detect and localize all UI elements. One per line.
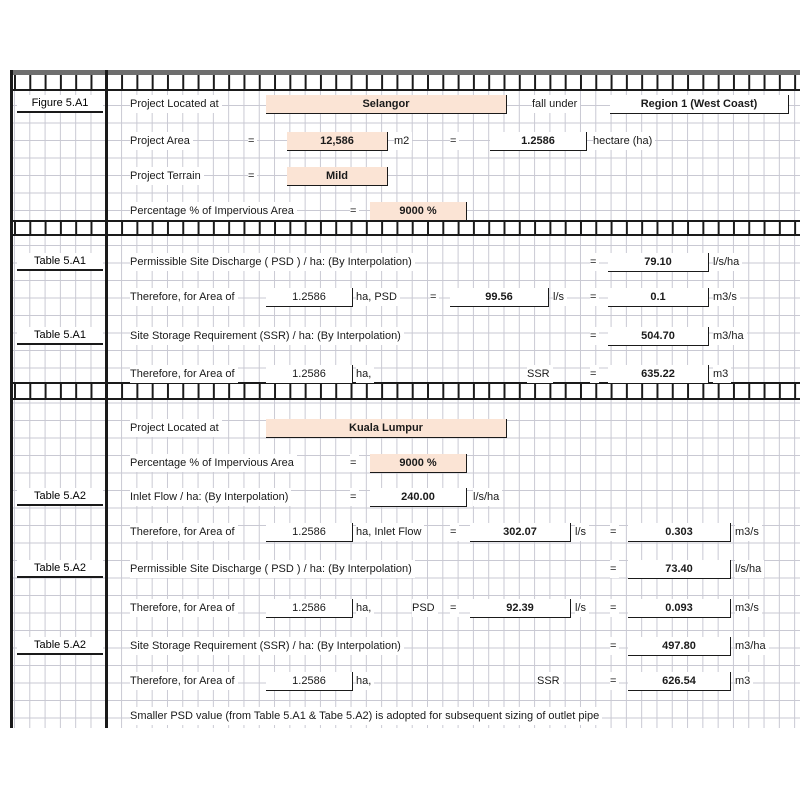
unit-m3: m3	[735, 672, 753, 690]
area-ha-value[interactable]: 1.2586	[490, 132, 587, 151]
project-located-label: Project Located at	[130, 95, 222, 113]
grid-band-divider-2	[10, 382, 800, 400]
unit-lsha: l/s/ha	[735, 560, 764, 578]
ssr-m3-value[interactable]: 635.22	[608, 365, 709, 384]
therefore-label: Therefore, for Area of	[130, 365, 238, 383]
impervious-input[interactable]: 9000 %	[370, 454, 467, 473]
ref-table-5a2: Table 5.A2	[17, 488, 103, 506]
psd-m3s-value[interactable]: 0.1	[608, 288, 709, 307]
equals-sign: =	[450, 132, 459, 150]
ref-table-5a1: Table 5.A1	[17, 253, 103, 271]
unit-lsha: l/s/ha	[473, 488, 502, 506]
project-located-label: Project Located at	[130, 419, 222, 437]
psd-ls-value[interactable]: 92.39	[470, 599, 571, 618]
therefore-label: Therefore, for Area of	[130, 599, 238, 617]
equals-sign: =	[610, 523, 619, 541]
equals-sign: =	[610, 672, 619, 690]
terrain-input[interactable]: Mild	[287, 167, 388, 186]
grid-band-divider-1	[10, 220, 800, 236]
equals-sign: =	[590, 288, 599, 306]
therefore-label: Therefore, for Area of	[130, 288, 238, 306]
ref-table-5a1: Table 5.A1	[17, 327, 103, 345]
unit-hectare: hectare (ha)	[593, 132, 655, 150]
ssr-label: Site Storage Requirement (SSR) / ha: (By Interpolation)	[130, 637, 404, 655]
terrain-label: Project Terrain	[130, 167, 204, 185]
area-ha-value[interactable]: 1.2586	[266, 523, 353, 542]
impervious-label: Percentage % of Impervious Area	[130, 454, 297, 472]
ssr-m3-value[interactable]: 626.54	[628, 672, 731, 691]
therefore-label: Therefore, for Area of	[130, 523, 238, 541]
inlet-per-ha-value[interactable]: 240.00	[370, 488, 467, 507]
inlet-m3s-value[interactable]: 0.303	[628, 523, 731, 542]
ssr-short-label: SSR	[537, 672, 563, 690]
project-area-label: Project Area	[130, 132, 193, 150]
equals-sign: =	[610, 599, 619, 617]
equals-sign: =	[590, 253, 599, 271]
column-line-a	[10, 70, 13, 728]
equals-sign: =	[350, 202, 359, 220]
unit-m2: m2	[394, 132, 412, 150]
unit-lsha: l/s/ha	[713, 253, 742, 271]
ssr-per-ha-value[interactable]: 504.70	[608, 327, 709, 346]
spreadsheet-grid[interactable]	[10, 70, 800, 728]
equals-sign: =	[610, 560, 619, 578]
equals-sign: =	[610, 637, 619, 655]
adoption-note: Smaller PSD value (from Table 5.A1 & Tabe 5.A2) is adopted for subsequent sizing of outlet pipe	[130, 707, 602, 725]
inlet-ls-value[interactable]: 302.07	[470, 523, 571, 542]
psd-ls-value[interactable]: 99.56	[450, 288, 549, 307]
ref-table-5a2: Table 5.A2	[17, 560, 103, 578]
page-blank-area	[0, 728, 800, 800]
location-input[interactable]: Selangor	[266, 95, 507, 114]
unit-m3s: m3/s	[713, 288, 740, 306]
location-input[interactable]: Kuala Lumpur	[266, 419, 507, 438]
unit-ls: l/s	[553, 288, 567, 306]
unit-ls: l/s	[575, 599, 589, 617]
equals-sign: =	[350, 454, 359, 472]
equals-sign: =	[350, 488, 359, 506]
psd-m3s-value[interactable]: 0.093	[628, 599, 731, 618]
fall-under-label: fall under	[532, 95, 580, 113]
psd-label: Permissible Site Discharge ( PSD ) / ha: (By Interpolation)	[130, 253, 415, 271]
area-ha-value[interactable]: 1.2586	[266, 365, 353, 384]
ha-inlet-label: ha, Inlet Flow	[356, 523, 424, 541]
area-ha-value[interactable]: 1.2586	[266, 672, 353, 691]
therefore-label: Therefore, for Area of	[130, 672, 238, 690]
ssr-per-ha-value[interactable]: 497.80	[628, 637, 731, 656]
inlet-flow-label: Inlet Flow / ha: (By Interpolation)	[130, 488, 291, 506]
ssr-short-label: SSR	[527, 365, 553, 383]
equals-sign: =	[248, 167, 257, 185]
ref-table-5a2: Table 5.A2	[17, 637, 103, 655]
ha-label: ha,	[356, 672, 374, 690]
ha-label: ha,	[356, 365, 374, 383]
impervious-input[interactable]: 9000 %	[370, 202, 467, 221]
unit-m3s: m3/s	[735, 599, 762, 617]
unit-m3ha: m3/ha	[735, 637, 769, 655]
ref-figure-5a1: Figure 5.A1	[17, 95, 103, 113]
unit-m3: m3	[713, 365, 731, 383]
psd-per-ha-value[interactable]: 73.40	[628, 560, 731, 579]
ha-psd-label: ha, PSD	[356, 288, 400, 306]
equals-sign: =	[430, 288, 439, 306]
psd-short-label: PSD	[412, 599, 438, 617]
grid-band-header	[10, 75, 800, 91]
area-ha-value[interactable]: 1.2586	[266, 599, 353, 618]
unit-ls: l/s	[575, 523, 589, 541]
region-value[interactable]: Region 1 (West Coast)	[610, 95, 789, 114]
column-line-b	[105, 70, 108, 728]
equals-sign: =	[590, 327, 599, 345]
ssr-label: Site Storage Requirement (SSR) / ha: (By Interpolation)	[130, 327, 404, 345]
equals-sign: =	[450, 599, 459, 617]
equals-sign: =	[450, 523, 459, 541]
equals-sign: =	[590, 365, 599, 383]
psd-per-ha-value[interactable]: 79.10	[608, 253, 709, 272]
impervious-label: Percentage % of Impervious Area	[130, 202, 297, 220]
area-m2-input[interactable]: 12,586	[287, 132, 388, 151]
area-ha-value[interactable]: 1.2586	[266, 288, 353, 307]
psd-label: Permissible Site Discharge ( PSD ) / ha: (By Interpolation)	[130, 560, 415, 578]
unit-m3ha: m3/ha	[713, 327, 747, 345]
ha-label: ha,	[356, 599, 374, 617]
unit-m3s: m3/s	[735, 523, 762, 541]
equals-sign: =	[248, 132, 257, 150]
